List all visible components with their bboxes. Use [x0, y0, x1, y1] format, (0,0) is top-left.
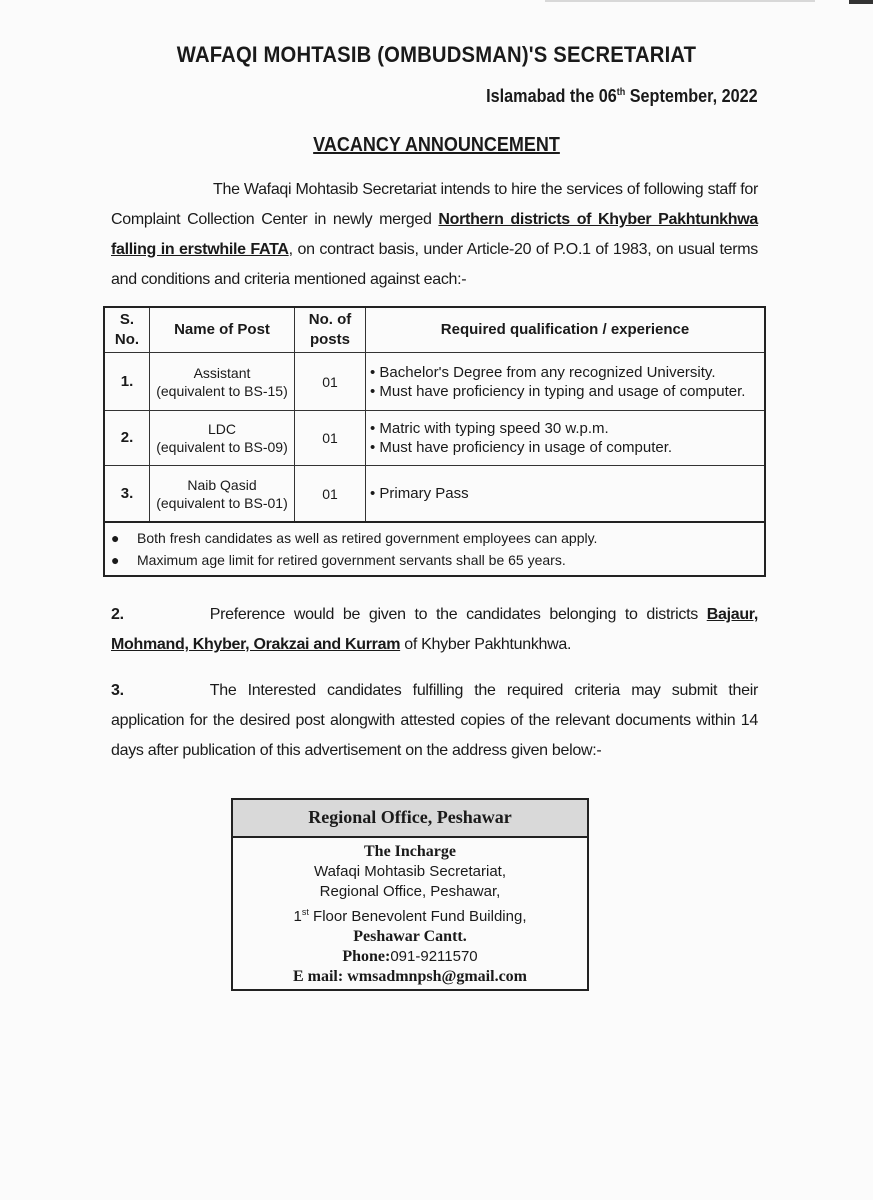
post-name: LDC (equivalent to BS-09) — [150, 411, 295, 466]
col-qualification: Required qualification / experience — [366, 307, 766, 353]
application-paragraph: 3. The Interested candidates fulfilling the required criteria may submit their application for the desired post alongwith attested copies of the relevant documents within 14 days after publication of this advertisement on the address given below:- — [111, 682, 758, 759]
table-header-row — [104, 307, 765, 353]
table-row: 1. Assistant (equivalent to BS-15) 01 • Bachelor's Degree from any recognized University. • Must have proficiency in typing and usage of computer. — [104, 353, 765, 411]
organization-title: WAFAQI MOHTASIB (OMBUDSMAN)'S SECRETARIAT — [176, 42, 697, 67]
col-sno: S. No. — [104, 307, 150, 353]
email-link[interactable]: wmsadmnpsh@gmail.com — [347, 968, 527, 985]
table-row: 2. LDC (equivalent to BS-09) 01 • Matric with typing speed 30 w.p.m. • Must have proficiency in usage of computer. — [104, 411, 765, 466]
address-attention: The Incharge — [364, 843, 456, 860]
date-line: Islamabad the 06th September, 2022 — [486, 86, 758, 106]
note-item: ● Maximum age limit for retired government servants shall be 65 years. — [111, 549, 758, 571]
table-notes-row — [104, 522, 765, 576]
address-box: Regional Office, Peshawar The Incharge Wafaqi Mohtasib Secretariat, Regional Office, Peshawar, 1st Floor Benevolent Fund Building, Peshawar Cantt. Phone:091-9211570 E mail: wmsadmnpsh@gmail.com — [231, 798, 589, 991]
col-post: Name of Post — [150, 307, 295, 353]
address-title: Regional Office, Peshawar — [233, 800, 587, 838]
phone-line: Phone:091-9211570 — [342, 948, 478, 965]
post-name: Assistant (equivalent to BS-15) — [150, 353, 295, 411]
vacancy-table — [103, 306, 766, 577]
email-line: E mail: wmsadmnpsh@gmail.com — [292, 968, 527, 985]
table-row: 3. Naib Qasid (equivalent to BS-01) 01 • Primary Pass — [104, 466, 765, 523]
scan-edge-corner — [849, 0, 873, 4]
preference-paragraph: 2. Preference would be given to the candidates belonging to districts Bajaur, Mohmand, Khyber, Orakzai and Kurram of Khyber Pakhtunkhwa. — [111, 606, 758, 653]
col-count: No. of posts — [295, 307, 366, 353]
intro-paragraph: The Wafaqi Mohtasib Secretariat intends to hire the services of following staff for Complaint Collection Center in newly merged Northern districts of Khyber Pakhtunkhwa falling in erstwhile FATA, on contract basis, under Article-20 of P.O.1 of 1983, on usual terms and conditions and criteria mentioned against each:- — [111, 181, 758, 288]
note-item: ● Both fresh candidates as well as retired government employees can apply. — [111, 527, 758, 549]
scan-edge — [545, 0, 815, 2]
bullet-icon: ● — [111, 552, 120, 568]
page-heading: VACANCY ANNOUNCEMENT — [313, 134, 560, 156]
post-name: Naib Qasid (equivalent to BS-01) — [150, 466, 295, 523]
bullet-icon: ● — [111, 530, 120, 546]
